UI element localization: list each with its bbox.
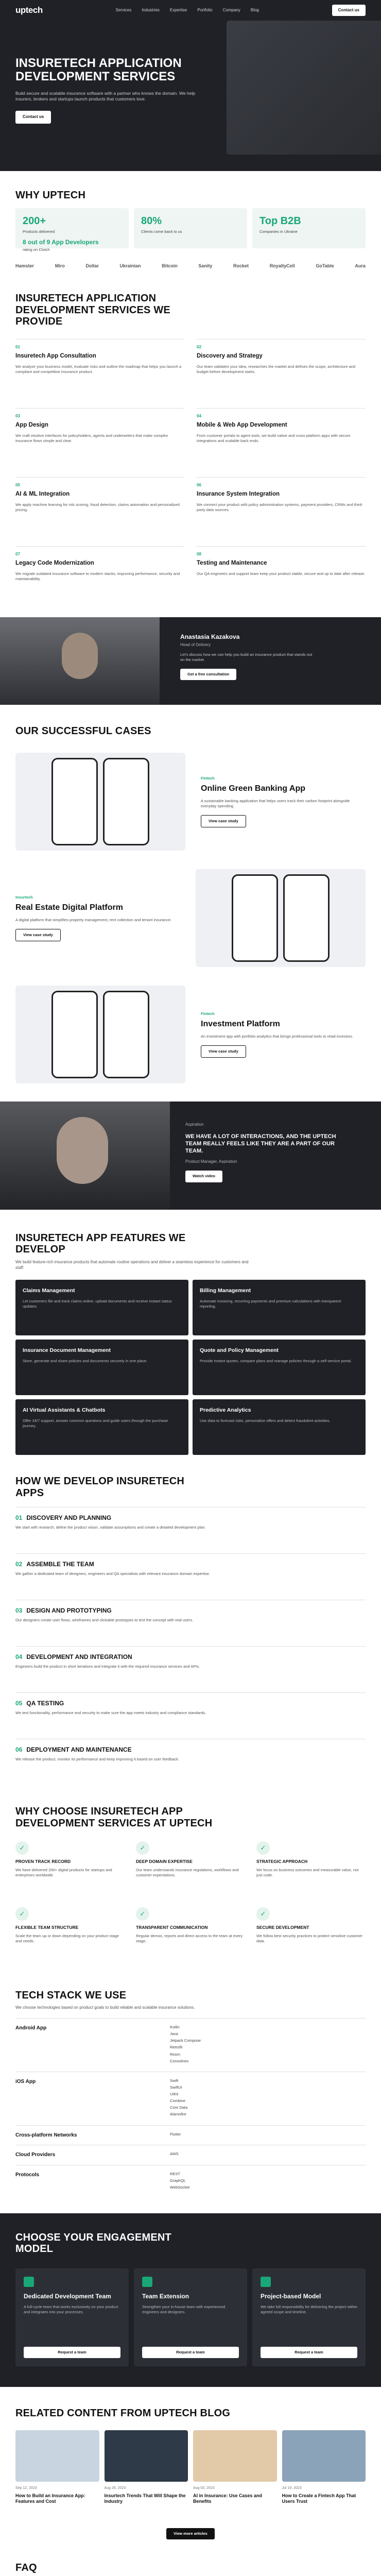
service-description: We migrate outdated insurance software to modern stacks, improving performance, security and maintainability. bbox=[15, 571, 180, 582]
step-number: 03 bbox=[15, 1607, 23, 1615]
feature-card bbox=[15, 1280, 188, 1335]
phone-mockup bbox=[103, 991, 149, 1078]
service-title: App Design bbox=[15, 422, 48, 429]
case-title: Real Estate Digital Platform bbox=[15, 903, 123, 912]
blog-section bbox=[0, 2387, 381, 2540]
service-number: 02 bbox=[197, 344, 201, 349]
step-number: 01 bbox=[15, 1514, 23, 1522]
stat-card bbox=[15, 208, 129, 252]
faq-section bbox=[0, 2539, 381, 2576]
feature-card bbox=[15, 1399, 188, 1455]
features-section bbox=[0, 1210, 381, 1455]
tech-stack-row bbox=[15, 2125, 366, 2145]
model-description: We take full responsibility for delivering the project within agreed scope and timeline. bbox=[261, 2304, 357, 2315]
tech-item: Kotlin bbox=[170, 2025, 180, 2030]
founder-role: Head of Delivery bbox=[180, 642, 211, 647]
model-icon bbox=[142, 2277, 152, 2287]
service-title: Insuretech App Consultation bbox=[15, 353, 96, 360]
step-name: DEVELOPMENT AND INTEGRATION bbox=[26, 1653, 132, 1661]
view-more-button[interactable]: View more articles bbox=[166, 2528, 215, 2539]
services-grid bbox=[15, 339, 366, 612]
stat-card bbox=[252, 208, 366, 248]
process-step bbox=[15, 1692, 366, 1739]
case-image bbox=[15, 753, 185, 851]
post-date: Sep 12, 2023 bbox=[15, 2486, 37, 2490]
service-number: 03 bbox=[15, 413, 20, 418]
case-image bbox=[196, 869, 366, 967]
case-tag: Fintech bbox=[201, 775, 215, 781]
tech-category: Cross-platform Networks bbox=[15, 2132, 77, 2138]
tech-category: Cloud Providers bbox=[15, 2152, 56, 2158]
process-step bbox=[15, 1553, 366, 1600]
step-title bbox=[15, 1653, 366, 1661]
phone-mockup bbox=[232, 874, 278, 962]
tech-category: Protocols bbox=[15, 2172, 40, 2178]
stat-number: 8 out of 9 App Developers bbox=[23, 238, 99, 246]
engagement-card bbox=[252, 2268, 366, 2366]
benefits-grid bbox=[15, 1841, 366, 1969]
process-step bbox=[15, 1646, 366, 1692]
benefit-title: DEEP DOMAIN EXPERTISE bbox=[136, 1858, 193, 1864]
service-title: Testing and Maintenance bbox=[197, 560, 267, 567]
step-name: DESIGN AND PROTOTYPING bbox=[26, 1607, 112, 1615]
nav-link[interactable]: Company bbox=[222, 7, 240, 12]
client-logo: Rocket bbox=[233, 263, 249, 269]
service-card bbox=[15, 546, 184, 612]
service-description: We analyze your business model, evaluate risks and outline the roadmap that helps you launch a compliant and competitive insurance product. bbox=[15, 364, 182, 375]
contact-button[interactable]: Contact us bbox=[332, 5, 366, 16]
blog-post[interactable] bbox=[282, 2430, 366, 2521]
model-description: A full-cycle team that works exclusively on your product and integrates into your processes. bbox=[24, 2304, 118, 2315]
tech-stack-table bbox=[15, 2018, 366, 2198]
client-logo: RoyaltyCell bbox=[269, 263, 295, 269]
tech-item: SwiftUI bbox=[170, 2084, 182, 2090]
case-study-button[interactable]: View case study bbox=[15, 929, 61, 941]
hero-title: INSURETECH APPLICATION DEVELOPMENT SERVICES bbox=[15, 56, 182, 83]
service-card bbox=[197, 339, 366, 405]
why-section bbox=[0, 171, 381, 272]
tech-stack-row bbox=[15, 2145, 366, 2165]
case-tag: Fintech bbox=[201, 1011, 215, 1016]
hero-section bbox=[0, 0, 381, 171]
engagement-cards bbox=[15, 2268, 366, 2366]
case-card bbox=[15, 983, 366, 1086]
engagement-section bbox=[0, 2213, 381, 2387]
tech-list bbox=[170, 2172, 366, 2192]
cases-list bbox=[15, 750, 366, 1086]
service-number: 04 bbox=[197, 413, 201, 418]
request-team-button[interactable]: Request a team bbox=[142, 2347, 239, 2358]
benefit-icon: ✓ bbox=[136, 1907, 149, 1921]
engagement-card bbox=[15, 2268, 129, 2366]
blog-thumbnail bbox=[193, 2430, 277, 2482]
blog-thumbnail bbox=[282, 2430, 366, 2482]
testimonial-quote: WE HAVE A LOT OF INTERACTIONS, AND THE UPTECH TEAM REALLY FEELS LIKE THEY ARE A PART OF OUR TEAM. bbox=[185, 1133, 336, 1155]
benefit-card bbox=[256, 1907, 366, 1969]
stat-number: 80% bbox=[141, 215, 162, 227]
feature-description: Offer 24/7 support, answer common questions and guide users through the purchase journey. bbox=[23, 1418, 168, 1428]
stat-label: Clients come back to us bbox=[141, 229, 182, 234]
model-icon bbox=[24, 2277, 34, 2287]
benefit-icon: ✓ bbox=[256, 1841, 270, 1855]
case-study-button[interactable]: View case study bbox=[201, 815, 246, 827]
section-title: HOW WE DEVELOP INSURETECH APPS bbox=[15, 1476, 184, 1499]
blog-thumbnail bbox=[15, 2430, 99, 2482]
process-steps bbox=[15, 1507, 366, 1785]
case-title: Investment Platform bbox=[201, 1020, 280, 1029]
founder-name: Anastasia Kazakova bbox=[180, 633, 240, 640]
step-name: QA TESTING bbox=[26, 1700, 64, 1707]
case-title: Online Green Banking App bbox=[201, 784, 305, 793]
client-logo: Dollar bbox=[85, 263, 99, 269]
phone-mockup bbox=[283, 874, 330, 962]
post-date: Jul 19, 2023 bbox=[282, 2486, 302, 2490]
model-icon bbox=[261, 2277, 271, 2287]
client-logo: Aura bbox=[355, 263, 366, 269]
tech-category: iOS App bbox=[15, 2078, 36, 2084]
benefit-card bbox=[15, 1907, 125, 1969]
service-title: Legacy Code Modernization bbox=[15, 560, 94, 567]
service-description: We craft intuitive interfaces for policyholders, agents and underwriters that make complex insurance flows simple and clear. bbox=[15, 433, 168, 444]
hero-subtitle: Build secure and scalable insurance software with a partner who knows the domain. We help insurers, brokers and startups launch products that customers love. bbox=[15, 90, 196, 102]
tech-item: Flutter bbox=[170, 2131, 181, 2137]
section-title: WHY UPTECH bbox=[15, 190, 86, 201]
feature-description: Provide instant quotes, compare plans and manage policies through a self-service portal. bbox=[200, 1358, 352, 1363]
section-title: TECH STACK WE USE bbox=[15, 1989, 127, 2001]
benefit-title: PROVEN TRACK RECORD bbox=[15, 1858, 71, 1864]
case-info bbox=[201, 1011, 366, 1058]
client-logo: Miro bbox=[55, 263, 65, 269]
tech-list bbox=[170, 2132, 366, 2139]
tech-stack-row bbox=[15, 2072, 366, 2125]
service-description: Our team validates your idea, researches the market and defines the scope, architecture and budget before development starts. bbox=[197, 364, 356, 375]
case-description: A sustainable banking application that helps users track their carbon footprint alongside everyday spending. bbox=[201, 798, 350, 808]
benefit-title: FLEXIBLE TEAM STRUCTURE bbox=[15, 1924, 79, 1930]
service-card bbox=[15, 477, 184, 543]
post-title[interactable]: How to Create a Fintech App That Users Trust bbox=[282, 2493, 356, 2504]
nav-link[interactable]: Industries bbox=[142, 7, 160, 12]
tech-list bbox=[170, 2151, 366, 2159]
step-name: DEPLOYMENT AND MAINTENANCE bbox=[26, 1746, 132, 1754]
case-card bbox=[15, 867, 366, 970]
stat-number: 200+ bbox=[23, 215, 46, 227]
benefit-card bbox=[256, 1841, 366, 1903]
step-description: We gather a dedicated team of designers, engineers and QA specialists with relevant insurance domain expertise. bbox=[15, 1571, 210, 1577]
blog-post[interactable] bbox=[105, 2430, 188, 2521]
stats bbox=[15, 208, 366, 252]
founder-photo bbox=[0, 617, 160, 705]
benefit-description: Our team understands insurance regulations, workflows and customer expectations. bbox=[136, 1868, 239, 1878]
tech-category: Android App bbox=[15, 2025, 47, 2031]
step-title bbox=[15, 1514, 366, 1522]
benefit-icon: ✓ bbox=[15, 1841, 29, 1855]
post-title[interactable]: AI in Insurance: Use Cases and Benefits bbox=[193, 2493, 263, 2504]
feature-card bbox=[193, 1399, 366, 1455]
tech-item: Core Data bbox=[170, 2105, 188, 2110]
feature-description: Use data to forecast risks, personalize offers and detect fraudulent activities. bbox=[200, 1418, 331, 1423]
service-title: Mobile & Web App Development bbox=[197, 422, 287, 429]
service-description: We apply machine learning for risk scoring, fraud detection, claims automation and personalized pricing. bbox=[15, 502, 180, 513]
logo[interactable]: uptech bbox=[15, 5, 43, 15]
post-title[interactable]: Insurtech Trends That Will Shape the Industry bbox=[104, 2493, 186, 2504]
step-title bbox=[15, 1560, 366, 1568]
step-number: 02 bbox=[15, 1561, 23, 1568]
tech-item: AWS bbox=[170, 2151, 179, 2157]
step-number: 04 bbox=[15, 1653, 23, 1661]
benefit-icon: ✓ bbox=[136, 1841, 149, 1855]
step-description: Our designers create user flows, wireframes and clickable prototypes to test the concept with real users. bbox=[15, 1618, 194, 1623]
step-description: We release the product, monitor its performance and keep improving it based on user feedback. bbox=[15, 1757, 179, 1762]
top-nav bbox=[0, 0, 381, 21]
section-title: CHOOSE YOUR ENGAGEMENT MODEL bbox=[15, 2231, 171, 2255]
nav-link[interactable]: Services bbox=[115, 7, 132, 12]
service-title: Insurance System Integration bbox=[197, 491, 280, 498]
services-section bbox=[0, 272, 381, 612]
feature-title: Billing Management bbox=[200, 1287, 251, 1294]
section-lead: We choose technologies based on product goals to build reliable and scalable insurance solutions. bbox=[15, 2005, 195, 2010]
section-title: OUR SUCCESSFUL CASES bbox=[15, 725, 151, 737]
benefit-icon: ✓ bbox=[256, 1907, 270, 1921]
section-title: INSURETECH APPLICATION DEVELOPMENT SERVICES WE PROVIDE bbox=[15, 293, 170, 328]
testimonial bbox=[0, 1101, 381, 1210]
process-section bbox=[0, 1455, 381, 1785]
case-description: A digital platform that simplifies property management, rent collection and tenant insurance. bbox=[15, 917, 172, 922]
tech-item: Combine bbox=[170, 2098, 186, 2104]
section-title: WHY CHOOSE INSURETECH APP DEVELOPMENT SERVICES AT UPTECH bbox=[15, 1806, 213, 1829]
benefit-title: TRANSPARENT COMMUNICATION bbox=[136, 1924, 208, 1930]
testimonial-photo bbox=[0, 1101, 170, 1210]
process-step bbox=[15, 1739, 366, 1785]
case-description: An investment app with portfolio analytics that brings professional tools to retail investors. bbox=[201, 1033, 353, 1039]
blog-posts bbox=[15, 2430, 366, 2521]
benefit-title: STRATEGIC APPROACH bbox=[256, 1858, 308, 1864]
step-title bbox=[15, 1745, 366, 1754]
service-card bbox=[197, 546, 366, 612]
section-title: RELATED CONTENT FROM UPTECH BLOG bbox=[15, 2407, 231, 2419]
benefit-title: SECURE DEVELOPMENT bbox=[256, 1924, 309, 1930]
post-title[interactable]: How to Build an Insurance App: Features and Cost bbox=[15, 2493, 85, 2504]
model-description: Strengthen your in-house team with experienced engineers and designers. bbox=[142, 2304, 226, 2315]
tech-item: Java bbox=[170, 2031, 178, 2037]
nav-link[interactable]: Blog bbox=[250, 7, 259, 12]
service-card bbox=[197, 408, 366, 474]
step-description: We start with research, define the product vision, validate assumptions and create a detailed development plan. bbox=[15, 1525, 206, 1530]
step-title bbox=[15, 1699, 366, 1707]
features-grid bbox=[15, 1280, 366, 1455]
feature-card bbox=[15, 1340, 188, 1395]
stat-card bbox=[134, 208, 247, 248]
tech-item: Alamofire bbox=[170, 2112, 186, 2117]
tech-item: Jetpack Compose bbox=[170, 2038, 201, 2043]
tech-stack-row bbox=[15, 2165, 366, 2198]
tech-item: GraphQL bbox=[170, 2178, 186, 2183]
benefit-description: We have delivered 200+ digital products for startups and enterprises worldwide. bbox=[15, 1868, 112, 1878]
tech-item: Coroutines bbox=[170, 2058, 189, 2063]
client-logos bbox=[15, 260, 366, 272]
service-number: 05 bbox=[15, 482, 20, 487]
tech-item: Retrofit bbox=[170, 2045, 183, 2050]
nav-links bbox=[116, 8, 259, 13]
case-tag: Insurtech bbox=[15, 894, 33, 900]
service-description: We connect your product with policy administration systems, payment providers, CRMs and third-party data sources. bbox=[197, 502, 363, 513]
testimonial-company: Aspiration bbox=[185, 1122, 204, 1127]
stat-label: rating on Clutch bbox=[23, 247, 50, 252]
benefit-description: We follow best security practices to protect sensitive customer data. bbox=[256, 1934, 363, 1944]
client-logo: Bitcoin bbox=[162, 263, 178, 269]
request-team-button[interactable]: Request a team bbox=[24, 2347, 120, 2358]
case-card bbox=[15, 750, 366, 853]
nav-link[interactable]: Expertise bbox=[169, 7, 187, 12]
consultation-banner bbox=[0, 617, 381, 705]
step-name: DISCOVERY AND PLANNING bbox=[26, 1514, 112, 1522]
tech-stack-section bbox=[0, 1969, 381, 2198]
tech-item: UIKit bbox=[170, 2092, 179, 2097]
hero-contact-button[interactable]: Contact us bbox=[15, 111, 51, 124]
tech-item: REST bbox=[170, 2171, 181, 2176]
benefit-description: Regular demos, reports and direct access to the team at every stage. bbox=[136, 1934, 243, 1944]
feature-description: Store, generate and share policies and documents securely in one place. bbox=[23, 1358, 148, 1363]
benefit-description: We focus on business outcomes and measurable value, not just code. bbox=[256, 1868, 359, 1878]
service-card bbox=[15, 339, 184, 405]
tech-item: Swift bbox=[170, 2078, 179, 2083]
tech-stack-row bbox=[15, 2018, 366, 2072]
section-title: FAQ bbox=[15, 2562, 37, 2574]
hero-image bbox=[227, 21, 381, 155]
engagement-card bbox=[134, 2268, 247, 2366]
case-image bbox=[15, 986, 185, 1083]
tech-item: WebSocket bbox=[170, 2184, 190, 2190]
benefit-card bbox=[15, 1841, 125, 1903]
blog-thumbnail bbox=[105, 2430, 188, 2482]
benefits-section bbox=[0, 1785, 381, 1969]
service-number: 07 bbox=[15, 551, 20, 556]
request-team-button[interactable]: Request a team bbox=[261, 2347, 357, 2358]
client-logo: Hamster bbox=[15, 263, 34, 269]
benefit-card bbox=[136, 1907, 245, 1969]
cases-section bbox=[0, 705, 381, 1086]
service-number: 08 bbox=[197, 551, 201, 556]
model-title: Project-based Model bbox=[261, 2292, 321, 2300]
tech-list bbox=[170, 2078, 366, 2119]
feature-description: Automate invoicing, recurring payments and premium calculations with transparent reporting. bbox=[200, 1298, 341, 1309]
blog-post[interactable] bbox=[15, 2430, 99, 2521]
service-card bbox=[15, 408, 184, 474]
consultation-button[interactable]: Get a free consultation bbox=[180, 669, 236, 680]
founder-text: Let’s discuss how we can help you build an insurance product that stands out on the market. bbox=[180, 652, 313, 662]
service-description: Our QA engineers and support team keep your product stable, secure and up to date after release. bbox=[197, 571, 366, 577]
step-number: 05 bbox=[15, 1700, 23, 1707]
service-card bbox=[197, 477, 366, 543]
watch-video-button[interactable]: Watch video bbox=[185, 1171, 222, 1182]
service-title: Discovery and Strategy bbox=[197, 353, 263, 360]
service-number: 01 bbox=[15, 344, 20, 349]
step-title bbox=[15, 1606, 366, 1615]
step-description: We test functionality, performance and security to make sure the app meets industry and compliance standards. bbox=[15, 1710, 206, 1716]
stat-number: Top B2B bbox=[259, 215, 301, 227]
feature-card bbox=[193, 1280, 366, 1335]
section-lead: We build feature-rich insurance products that automate routine operations and deliver a seamless experience for customers and staff. bbox=[15, 1259, 249, 1270]
stat-label: Products delivered bbox=[23, 229, 55, 234]
case-info bbox=[201, 776, 366, 827]
feature-title: Insurance Document Management bbox=[23, 1347, 111, 1354]
feature-title: Quote and Policy Management bbox=[200, 1347, 279, 1354]
testimonial-author: Product Manager, Aspiration bbox=[185, 1159, 237, 1164]
step-number: 06 bbox=[15, 1746, 23, 1754]
step-description: Engineers build the product in short iterations and integrate it with the required insurance services and APIs. bbox=[15, 1664, 200, 1669]
process-step bbox=[15, 1507, 366, 1553]
process-step bbox=[15, 1600, 366, 1646]
blog-post[interactable] bbox=[193, 2430, 277, 2521]
phone-mockup bbox=[103, 758, 149, 845]
case-info bbox=[15, 895, 180, 941]
stat-label: Companies in Ukraine bbox=[259, 229, 298, 234]
phone-mockup bbox=[51, 758, 98, 845]
feature-title: Predictive Analytics bbox=[200, 1407, 251, 1414]
nav-link[interactable]: Portfolio bbox=[197, 7, 213, 12]
step-name: ASSEMBLE THE TEAM bbox=[26, 1561, 94, 1568]
feature-card bbox=[193, 1340, 366, 1395]
feature-description: Let customers file and track claims online, upload documents and receive instant status updates. bbox=[23, 1298, 172, 1309]
client-logo: Sanity bbox=[198, 263, 213, 269]
model-title: Dedicated Development Team bbox=[24, 2292, 111, 2300]
section-title: INSURETECH APP FEATURES WE DEVELOP bbox=[15, 1232, 186, 1256]
phone-mockup bbox=[51, 991, 98, 1078]
post-date: Aug 28, 2023 bbox=[104, 2486, 126, 2490]
client-logo: Ukrainian bbox=[119, 263, 141, 269]
benefit-card bbox=[136, 1841, 245, 1903]
client-logo: GoTable bbox=[316, 263, 334, 269]
post-date: Aug 03, 2023 bbox=[193, 2486, 215, 2490]
service-number: 06 bbox=[197, 482, 201, 487]
tech-list bbox=[170, 2025, 366, 2065]
service-description: From customer portals to agent tools, we build native and cross-platform apps with secure integrations and scalable back ends. bbox=[197, 433, 351, 444]
model-title: Team Extension bbox=[142, 2292, 189, 2300]
case-study-button[interactable]: View case study bbox=[201, 1045, 246, 1058]
service-title: AI & ML Integration bbox=[15, 491, 70, 498]
feature-title: Claims Management bbox=[23, 1287, 75, 1294]
benefit-description: Scale the team up or down depending on your product stage and needs. bbox=[15, 1934, 119, 1944]
feature-title: AI Virtual Assistants & Chatbots bbox=[23, 1407, 106, 1414]
tech-item: Room bbox=[170, 2052, 181, 2057]
benefit-icon: ✓ bbox=[15, 1907, 29, 1921]
